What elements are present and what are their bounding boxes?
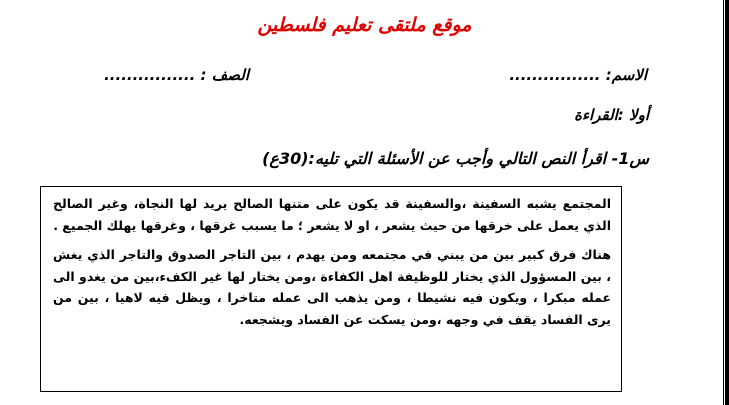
- section-heading: أولا :القراءة: [574, 106, 649, 124]
- question-text: س1- اقرأ النص التالي وأجب عن الأسئلة التي تليه:(30ع): [262, 149, 649, 168]
- site-title: موقع ملتقى تعليم فلسطين: [257, 14, 472, 36]
- page-right-border: [723, 0, 729, 405]
- reading-passage-box: [40, 186, 622, 392]
- name-label: الاسم:: [605, 66, 647, 84]
- class-blank: ................: [104, 66, 196, 84]
- class-label: الصف :: [200, 66, 249, 84]
- name-field-row: [509, 66, 647, 84]
- passage-paragraph-1: المجتمع يشبه السفينة ،والسفينة قد يكون على متنها الصالح يريد لها النجاة، وغير الصالح الذي يعمل على خرقها من حيث يشعر ، او لا يشعر ؛ ما يسبب غرقها ، وغرقها يهلك الجميع .: [53, 196, 611, 233]
- class-field-row: [104, 66, 249, 84]
- passage-paragraph-2: هناك فرق كبير بين من يبني في مجتمعه ومن يهدم ، بين التاجر الصدوق والتاجر الذي يغش ، بين المسؤول الذي يختار للوظيفة اهل الكفاءة ،ومن يختار لها غير الكفء،بين من يغدو الى عمله مبكرا ، ويكون فيه نشيطا ، ومن يذهب الى عمله متاخرا ، ويظل فيه لاهيا ، بين من يرى الفساد يقف في وجهه ،ومن يسكت عن الفساد ويشجعه.: [53, 247, 611, 327]
- name-blank: ................: [509, 66, 601, 84]
